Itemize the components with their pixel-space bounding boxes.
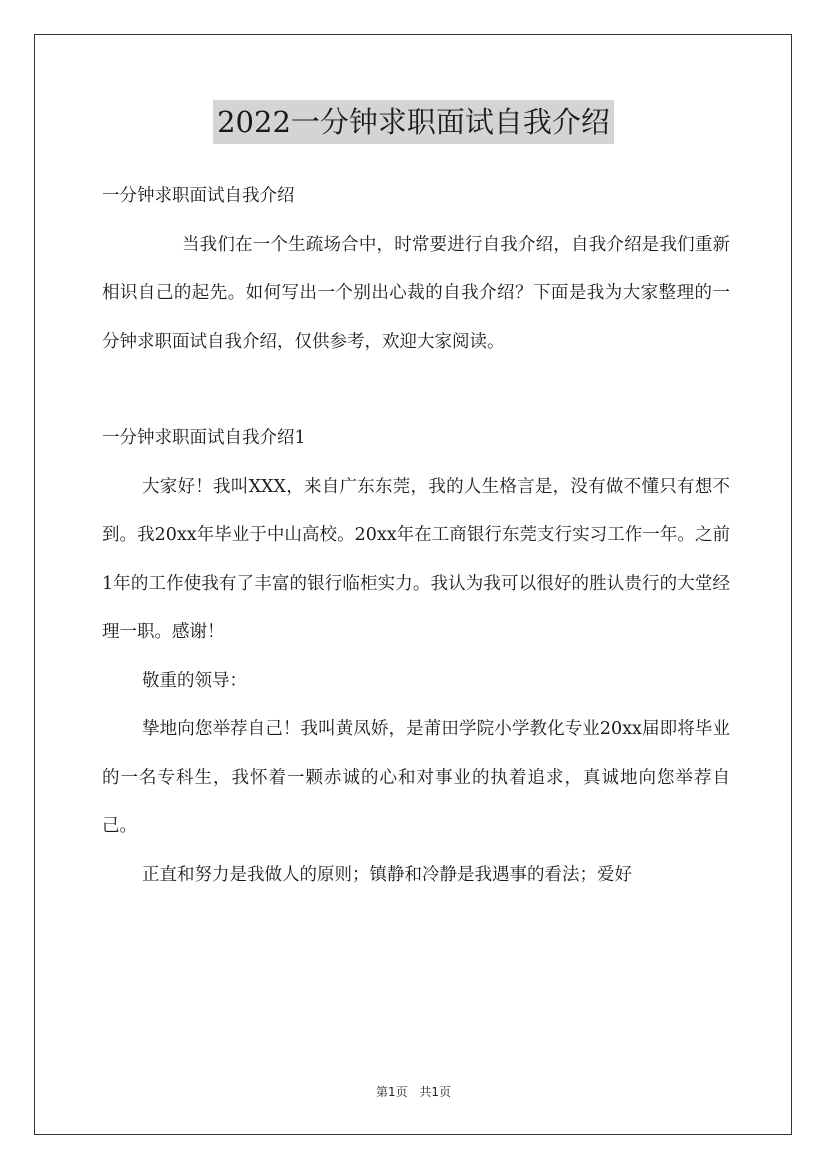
body-paragraph: 大家好！我叫XXX，来自广东东莞，我的人生格言是，没有做不懂只有想不到。我20xx年毕业于中山高校。20xx年在工商银行东莞支行实习工作一年。之前1年的工作使我有了丰富的银行临柜实力。我认为我可以很好的胜认贵行的大堂经理一职。感谢！ <box>102 476 730 642</box>
document-body <box>102 172 730 899</box>
title-container <box>0 100 827 144</box>
body-paragraph: 正直和努力是我做人的原则；镇静和冷静是我遇事的看法；爱好 <box>142 864 632 885</box>
spacer <box>102 366 730 414</box>
section-heading-1: 一分钟求职面试自我介绍1 <box>102 428 306 448</box>
salutation: 敬重的领导： <box>142 670 247 691</box>
page-footer <box>0 1083 827 1100</box>
body-paragraph: 挚地向您举荐自己！我叫黄凤娇，是莆田学院小学教化专业20xx届即将毕业的一名专科生，我怀着一颗赤诚的心和对事业的执着追求，真诚地向您举荐自己。 <box>102 719 730 836</box>
section-heading: 一分钟求职面试自我介绍 <box>102 186 295 206</box>
document-title: 2022一分钟求职面试自我介绍 <box>213 100 614 144</box>
intro-paragraph: 当我们在一个生疏场合中，时常要进行自我介绍，自我介绍是我们重新相识自己的起先。如何写出一个别出心裁的自我介绍？下面是我为大家整理的一分钟求职面试自我介绍，仅供参考，欢迎大家阅读。 <box>102 234 730 352</box>
page-number: 第1页 <box>375 1085 408 1099</box>
page-total: 共1页 <box>419 1085 452 1099</box>
